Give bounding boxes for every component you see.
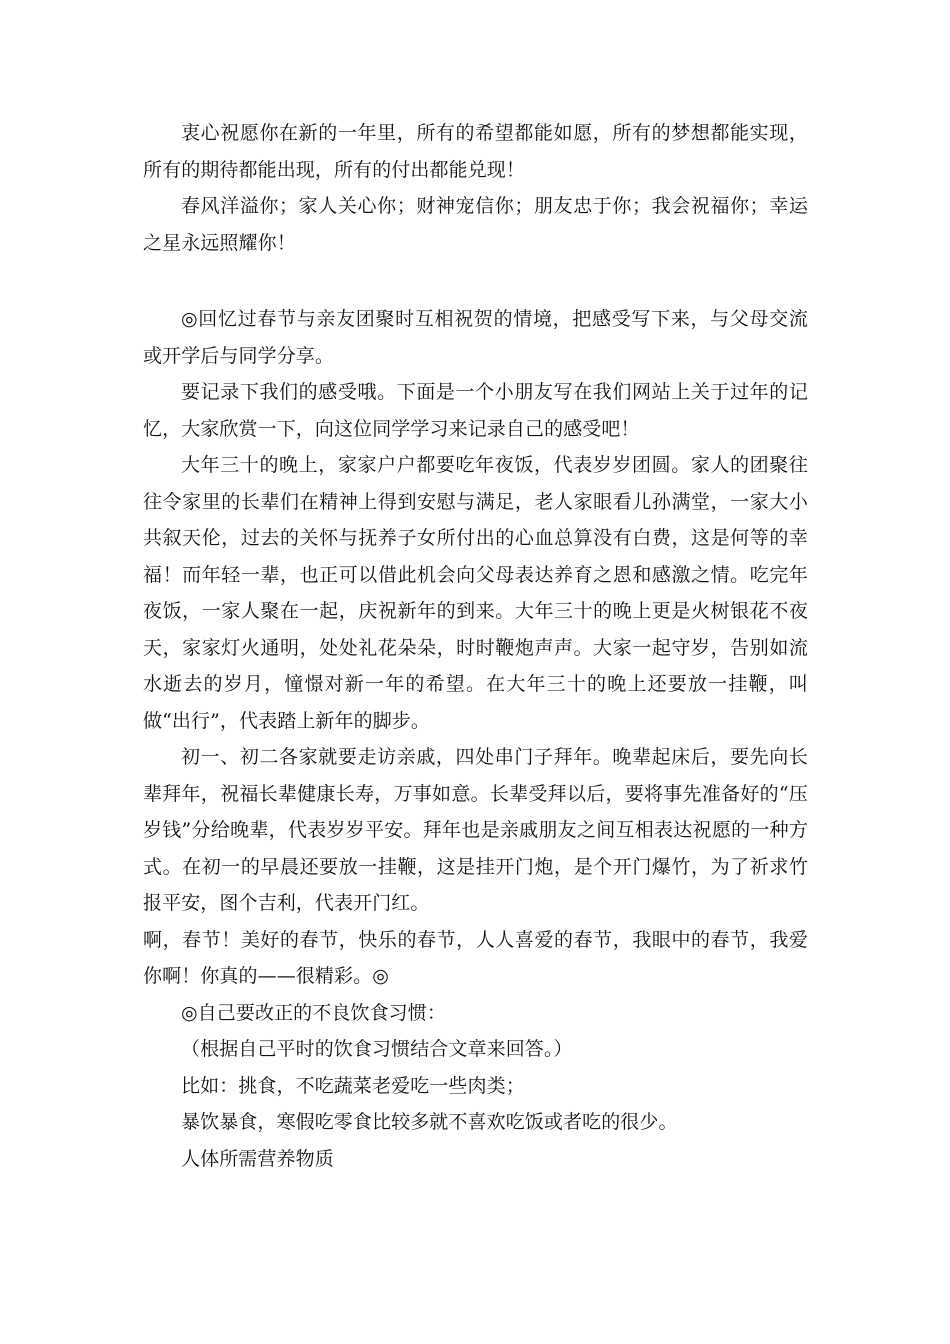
paragraph-example-picky-eating: 比如：挑食，不吃蔬菜老爱吃一些肉类； bbox=[181, 1074, 525, 1097]
paragraph-visiting-relatives: 初一、初二各家就要走访亲戚，四处串门子拜年。晚辈起床后，要先向长辈拜年，祝福长辈健康长寿，万事如意。长辈受拜以后，要将事先准备好的“压岁钱”分给晚辈，代表岁岁平安。拜年也是亲戚朋友之间互相表达祝愿的一种方式。在初一的早晨还要放一挂鞭，这是挂开门炮，是个开门爆竹，为了祈求竹报平安，图个吉利，代表开门红。 bbox=[143, 746, 808, 914]
paragraph-recall-task: ◎回忆过春节与亲友团聚时互相祝贺的情境，把感受写下来，与父母交流或开学后与同学分享。 bbox=[143, 308, 808, 367]
paragraph-spring-wind-blessing: 春风洋溢你；家人关心你；财神宠信你；朋友忠于你；我会祝福你；幸运之星永远照耀你！ bbox=[143, 195, 808, 254]
paragraph-new-year-wishes: 衷心祝愿你在新的一年里，所有的希望都能如愿，所有的梦想都能实现，所有的期待都能出现，所有的付出都能兑现！ bbox=[143, 122, 808, 181]
paragraph-spring-festival-praise: 啊，春节！美好的春节，快乐的春节，人人喜爱的春节，我眼中的春节，我爱你啊！你真的——很精彩。◎ bbox=[143, 928, 808, 987]
document-body bbox=[143, 115, 808, 1177]
paragraph-new-years-eve: 大年三十的晚上，家家户户都要吃年夜饭，代表岁岁团圆。家人的团聚往往令家里的长辈们在精神上得到安慰与满足，老人家眼看儿孙满堂，一家大小共叙天伦，过去的关怀与抚养子女所付出的心血总算没有白费，这是何等的幸福！而年轻一辈，也正可以借此机会向父母表达养育之恩和感激之情。吃完年夜饭，一家人聚在一起，庆祝新年的到来。大年三十的晚上更是火树银花不夜天，家家灯火通明，处处礼花朵朵，时时鞭炮声声。大家一起守岁，告别如流水逝去的岁月，憧憬对新一年的希望。在大年三十的晚上还要放一挂鞭，叫做“出行”，代表踏上新年的脚步。 bbox=[143, 454, 808, 732]
paragraph-answer-hint: （根据自己平时的饮食习惯结合文章来回答。） bbox=[181, 1038, 573, 1060]
paragraph-bad-habits-heading: ◎自己要改正的不良饮食习惯： bbox=[181, 1001, 446, 1024]
paragraph-record-feelings: 要记录下我们的感受哦。下面是一个小朋友写在我们网站上关于过年的记忆，大家欣赏一下，向这位同学学习来记录自己的感受吧！ bbox=[143, 381, 808, 440]
paragraph-nutrients-heading: 人体所需营养物质 bbox=[181, 1147, 334, 1170]
paragraph-example-overeating: 暴饮暴食，寒假吃零食比较多就不喜欢吃饭或者吃的很少。 bbox=[181, 1111, 678, 1133]
section-gap bbox=[143, 261, 808, 301]
